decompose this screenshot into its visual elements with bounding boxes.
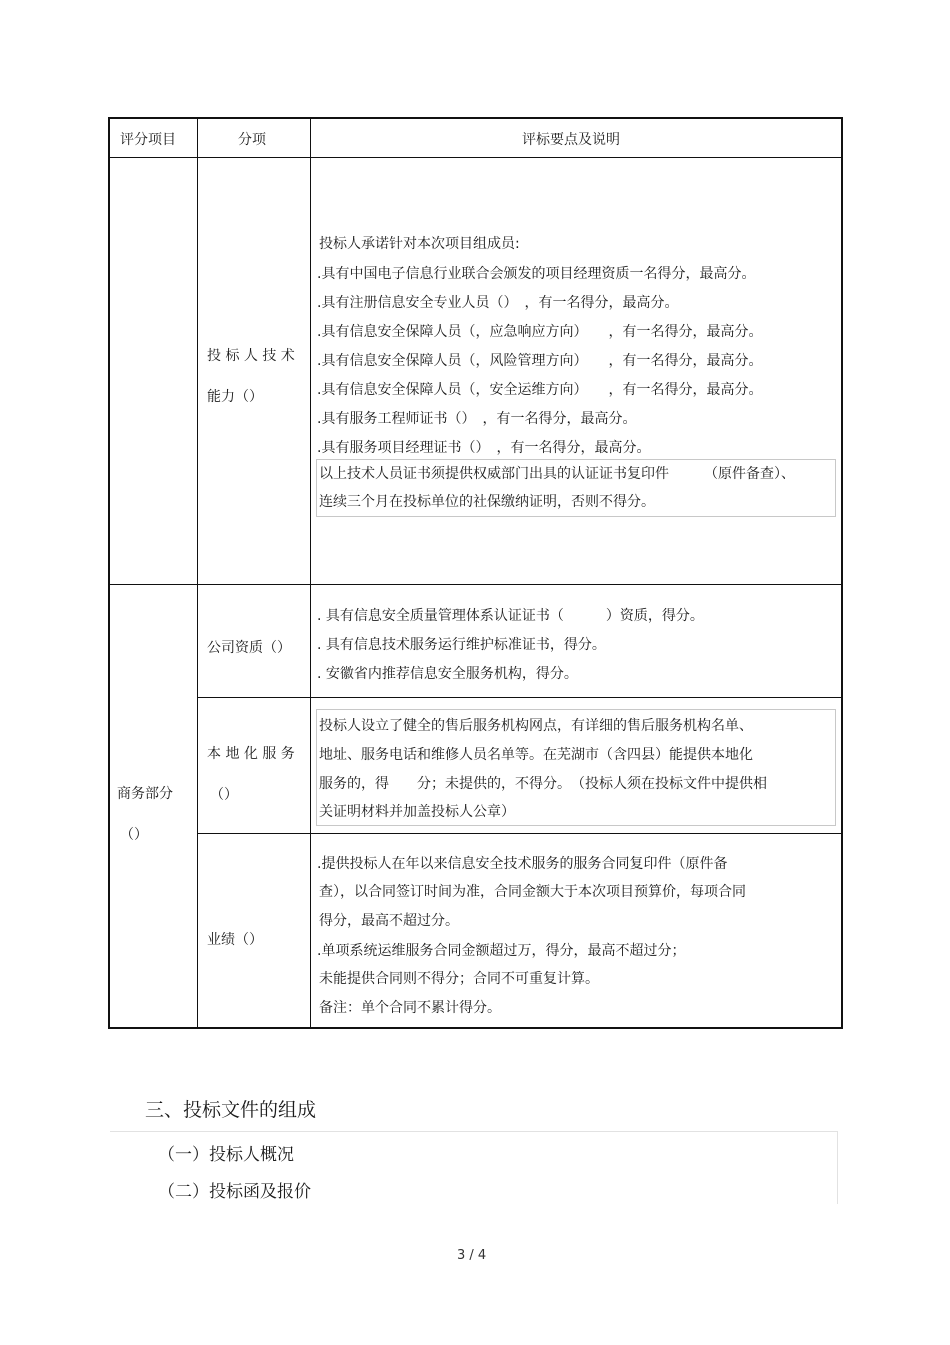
local-service-line: 关证明材料并加盖投标人公章） bbox=[319, 804, 515, 820]
tech-subitem-label-line2: 能力（） bbox=[207, 389, 263, 405]
local-service-line: 投标人设立了健全的售后服务机构网点，有详细的售后服务机构名单、 bbox=[319, 718, 753, 734]
performance-line: .单项系统运维服务合同金额超过万，得分，最高不超过分； bbox=[317, 943, 686, 959]
business-category-label-line1: 商务部分 bbox=[117, 786, 173, 802]
qualification-criteria-line: . 安徽省内推荐信息安全服务机构，得分。 bbox=[317, 666, 578, 682]
section-title: 三、投标文件的组成 bbox=[145, 1099, 317, 1121]
tech-criteria-line: .具有信息安全保障人员（，风险管理方向） ，有一名得分，最高分。 bbox=[317, 353, 763, 369]
table-border-bottom bbox=[108, 1027, 843, 1029]
table-row-divider-local bbox=[197, 833, 843, 834]
tech-criteria-line: .具有服务项目经理证书（） ，有一名得分，最高分。 bbox=[317, 440, 651, 456]
tech-criteria-line: .具有中国电子信息行业联合会颁发的项目经理资质一名得分，最高分。 bbox=[317, 266, 756, 282]
qualification-criteria-line: . 具有信息技术服务运行维护标准证书，得分。 bbox=[317, 637, 606, 653]
performance-line: 查），以合同签订时间为准，合同金额大于本次项目预算价，每项合同 bbox=[319, 884, 746, 900]
qualification-criteria-line: . 具有信息安全质量管理体系认证证书（ ）资质，得分。 bbox=[317, 608, 704, 624]
qualification-label: 公司资质（） bbox=[207, 640, 291, 656]
table-col-divider-1 bbox=[197, 117, 198, 1029]
performance-line: .提供投标人在年以来信息安全技术服务的服务合同复印件（原件备 bbox=[317, 856, 728, 872]
table-row-divider-qualification bbox=[197, 697, 843, 698]
performance-line: 未能提供合同则不得分；合同不可重复计算。 bbox=[319, 971, 599, 987]
table-row-divider-tech bbox=[108, 584, 843, 585]
page-number: 3 / 4 bbox=[457, 1248, 487, 1263]
header-subitem: 分项 bbox=[238, 132, 266, 148]
tech-subitem-label-line1: 投 标 人 技 术 bbox=[207, 348, 295, 364]
header-criteria: 评标要点及说明 bbox=[522, 132, 620, 148]
local-service-label-line1: 本 地 化 服 务 bbox=[207, 746, 295, 762]
tech-criteria-line: .具有信息安全保障人员（，安全运维方向） ，有一名得分，最高分。 bbox=[317, 382, 763, 398]
performance-line: 备注：单个合同不累计得分。 bbox=[319, 1000, 501, 1016]
business-category-label-line2: （） bbox=[120, 827, 148, 843]
performance-label: 业绩（） bbox=[207, 932, 263, 948]
table-border-right bbox=[841, 117, 843, 1029]
section-item: （一）投标人概况 bbox=[158, 1145, 294, 1165]
table-col-divider-2 bbox=[310, 117, 311, 1029]
tech-note-line: 以上技术人员证书须提供权威部门出具的认证证书复印件 （原件备查）、 bbox=[319, 466, 795, 482]
table-border-top bbox=[108, 117, 843, 119]
table-header-divider bbox=[108, 157, 843, 158]
tech-criteria-line: .具有服务工程师证书（） ，有一名得分，最高分。 bbox=[317, 411, 637, 427]
tech-criteria-line: .具有注册信息安全专业人员（） ，有一名得分，最高分。 bbox=[317, 295, 679, 311]
local-service-label-line2: （） bbox=[210, 787, 238, 803]
performance-line: 得分，最高不超过分。 bbox=[319, 913, 459, 929]
header-category: 评分项目 bbox=[120, 132, 176, 148]
local-service-line: 服务的，得 分；未提供的，不得分。 （投标人须在投标文件中提供相 bbox=[319, 776, 767, 792]
tech-note-line: 连续三个月在投标单位的社保缴纳证明，否则不得分。 bbox=[319, 494, 655, 510]
local-service-line: 地址、服务电话和维修人员名单等。在芜湖市（含四县）能提供本地化 bbox=[319, 747, 753, 763]
table-border-left bbox=[108, 117, 110, 1029]
tech-criteria-line: .具有信息安全保障人员（，应急响应方向） ，有一名得分，最高分。 bbox=[317, 324, 763, 340]
tech-criteria-line: 投标人承诺针对本次项目组成员: bbox=[319, 236, 520, 252]
section-item: （二）投标函及报价 bbox=[158, 1182, 311, 1202]
